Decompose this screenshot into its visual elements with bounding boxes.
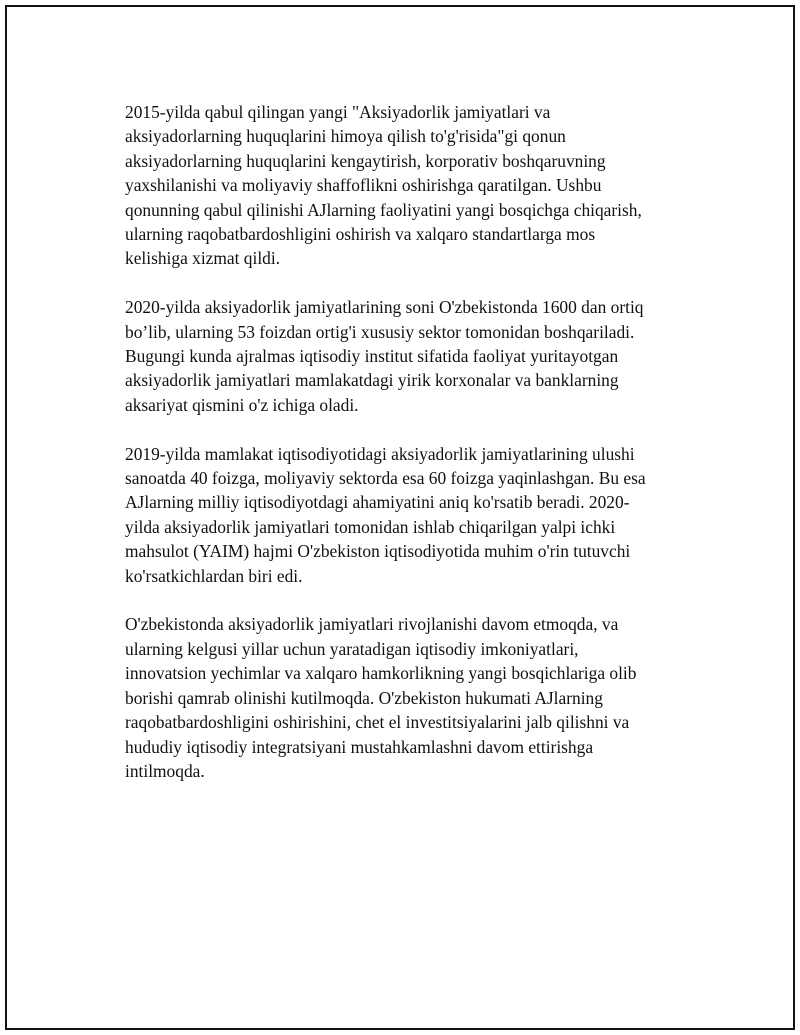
paragraph-4: O'zbekistonda aksiyadorlik jamiyatlari rivojlanishi davom etmoqda, va ularning kelgusi yillar uchun yaratadigan iqtisodiy imkoniyatlari, innovatsion yechimlar va xalqaro hamkorlikning yangi bosqichlariga olib borishi qamrab olinishi kutilmoqda. O'zbekiston hukumati AJlarning raqobatbardoshligini oshirishini, chet el investitsiyalarini jalb qilishni va hududiy iqtisodiy integratsiyani mustahkamlashni davom ettirishga intilmoqda.	[125, 614, 637, 781]
paragraph-3: 2019-yilda mamlakat iqtisodiyotidagi aksiyadorlik jamiyatlarining ulushi sanoatda 40 foizga, moliyaviy sektorda esa 60 foizga yaqinlashgan. Bu esa AJlarning milliy iqtisodiyotdagi ahamiyatini aniq ko'rsatib beradi. 2020- yilda aksiyadorlik jamiyatlari tomonidan ishlab chiqarilgan yalpi ichki mahsulot (YAIM) hajmi O'zbekiston iqtisodiyotida muhim o'rin tutuvchi ko'rsatkichlardan biri edi.	[125, 443, 646, 586]
document-body	[125, 100, 685, 808]
page-frame	[5, 5, 795, 1030]
paragraph-1: 2015-yilda qabul qilingan yangi "Aksiyadorlik jamiyatlari va aksiyadorlarning huquqlarini himoya qilish to'g'risida"gi qonun aksiyadorlarning huquqlarini kengaytirish, korporativ boshqaruvning yaxshilanishi va moliyaviy shaffoflikni oshirishga qaratilgan. Ushbu qonunning qabul qilinishi AJlarning faoliyatini yangi bosqichga chiqarish, ularning raqobatbardoshligini oshirish va xalqaro standartlarga mos kelishiga xizmat qildi.	[125, 102, 642, 269]
paragraph-2: 2020-yilda aksiyadorlik jamiyatlarining soni O'zbekistonda 1600 dan ortiq bo’lib, ularning 53 foizdan ortig'i xususiy sektor tomonidan boshqariladi. Bugungi kunda ajralmas iqtisodiy institut sifatida faoliyat yuritayotgan aksiyadorlik jamiyatlari mamlakatdagi yirik korxonalar va banklarning aksariyat qismini o'z ichiga oladi.	[125, 297, 644, 415]
